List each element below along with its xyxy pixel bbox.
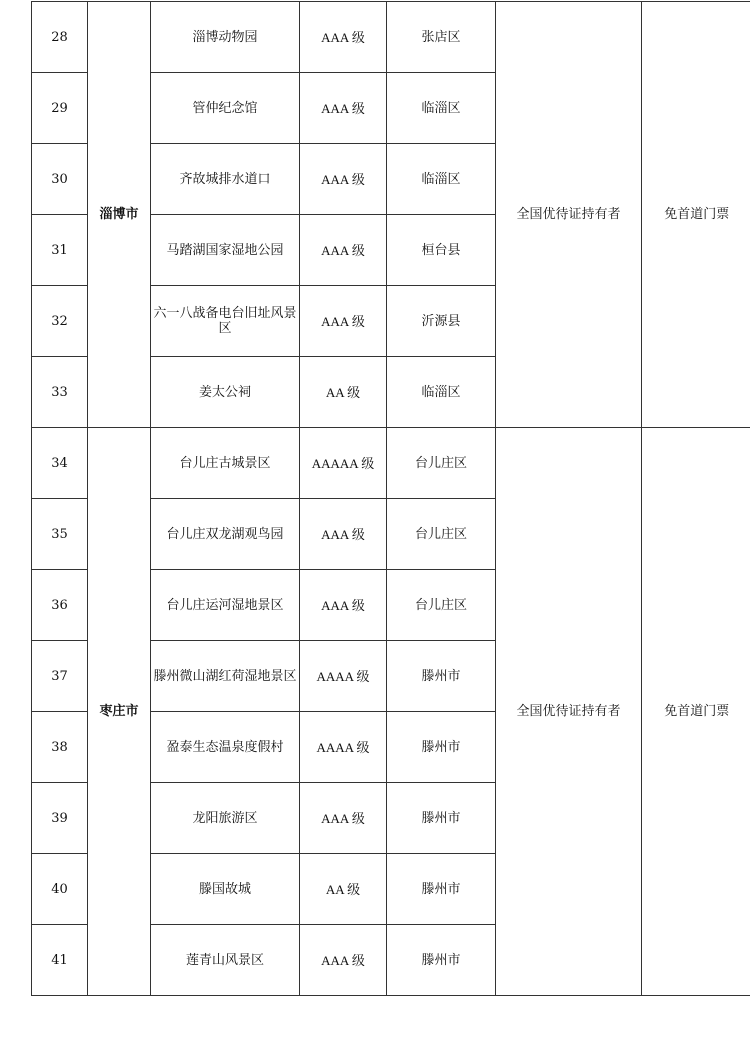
district-cell: 张店区 <box>387 2 496 73</box>
district-cell: 临淄区 <box>387 357 496 428</box>
row-number-cell: 35 <box>32 499 88 570</box>
benefit-cell: 免首道门票 <box>642 428 750 996</box>
row-number-cell: 30 <box>32 144 88 215</box>
scenic-name-cell: 台儿庄运河湿地景区 <box>151 570 300 641</box>
district-cell: 滕州市 <box>387 712 496 783</box>
scenic-name-cell: 盈泰生态温泉度假村 <box>151 712 300 783</box>
row-number-cell: 28 <box>32 2 88 73</box>
scenic-spot-table <box>31 1 750 996</box>
scenic-name-cell: 姜太公祠 <box>151 357 300 428</box>
district-cell: 台儿庄区 <box>387 499 496 570</box>
row-number-cell: 36 <box>32 570 88 641</box>
level-cell: AAA 级 <box>300 499 387 570</box>
level-cell: AA 级 <box>300 357 387 428</box>
district-cell: 沂源县 <box>387 286 496 357</box>
district-cell: 台儿庄区 <box>387 428 496 499</box>
row-number-cell: 37 <box>32 641 88 712</box>
district-cell: 滕州市 <box>387 854 496 925</box>
row-number-cell: 32 <box>32 286 88 357</box>
district-cell: 滕州市 <box>387 783 496 854</box>
row-number-cell: 31 <box>32 215 88 286</box>
scenic-name-cell: 莲青山风景区 <box>151 925 300 996</box>
scenic-name-cell: 滕国故城 <box>151 854 300 925</box>
scenic-name-cell: 淄博动物园 <box>151 2 300 73</box>
row-number-cell: 39 <box>32 783 88 854</box>
district-cell: 临淄区 <box>387 144 496 215</box>
scenic-name-cell: 齐故城排水道口 <box>151 144 300 215</box>
scenic-name-cell: 台儿庄古城景区 <box>151 428 300 499</box>
district-cell: 台儿庄区 <box>387 570 496 641</box>
scenic-name-cell: 龙阳旅游区 <box>151 783 300 854</box>
scenic-name-cell: 台儿庄双龙湖观鸟园 <box>151 499 300 570</box>
level-cell: AAAA 级 <box>300 712 387 783</box>
district-cell: 临淄区 <box>387 73 496 144</box>
row-number-cell: 29 <box>32 73 88 144</box>
scenic-name-cell: 管仲纪念馆 <box>151 73 300 144</box>
table-body <box>32 2 750 996</box>
scenic-name-cell: 滕州微山湖红荷湿地景区 <box>151 641 300 712</box>
benefit-cell: 免首道门票 <box>642 2 750 428</box>
level-cell: AAA 级 <box>300 570 387 641</box>
table-row <box>32 2 750 73</box>
scenic-name-cell: 马踏湖国家湿地公园 <box>151 215 300 286</box>
level-cell: AA 级 <box>300 854 387 925</box>
row-number-cell: 33 <box>32 357 88 428</box>
row-number-cell: 41 <box>32 925 88 996</box>
row-number-cell: 40 <box>32 854 88 925</box>
scenic-name-cell: 六一八战备电台旧址风景区 <box>151 286 300 357</box>
city-cell: 枣庄市 <box>88 428 151 996</box>
eligible-group-cell: 全国优待证持有者 <box>496 428 642 996</box>
level-cell: AAA 级 <box>300 215 387 286</box>
district-cell: 滕州市 <box>387 641 496 712</box>
row-number-cell: 34 <box>32 428 88 499</box>
level-cell: AAAAA 级 <box>300 428 387 499</box>
row-number-cell: 38 <box>32 712 88 783</box>
level-cell: AAA 级 <box>300 783 387 854</box>
level-cell: AAA 级 <box>300 286 387 357</box>
level-cell: AAA 级 <box>300 73 387 144</box>
level-cell: AAA 级 <box>300 925 387 996</box>
eligible-group-cell: 全国优待证持有者 <box>496 2 642 428</box>
level-cell: AAA 级 <box>300 2 387 73</box>
level-cell: AAA 级 <box>300 144 387 215</box>
level-cell: AAAA 级 <box>300 641 387 712</box>
district-cell: 桓台县 <box>387 215 496 286</box>
city-cell: 淄博市 <box>88 2 151 428</box>
table-row <box>32 428 750 499</box>
district-cell: 滕州市 <box>387 925 496 996</box>
